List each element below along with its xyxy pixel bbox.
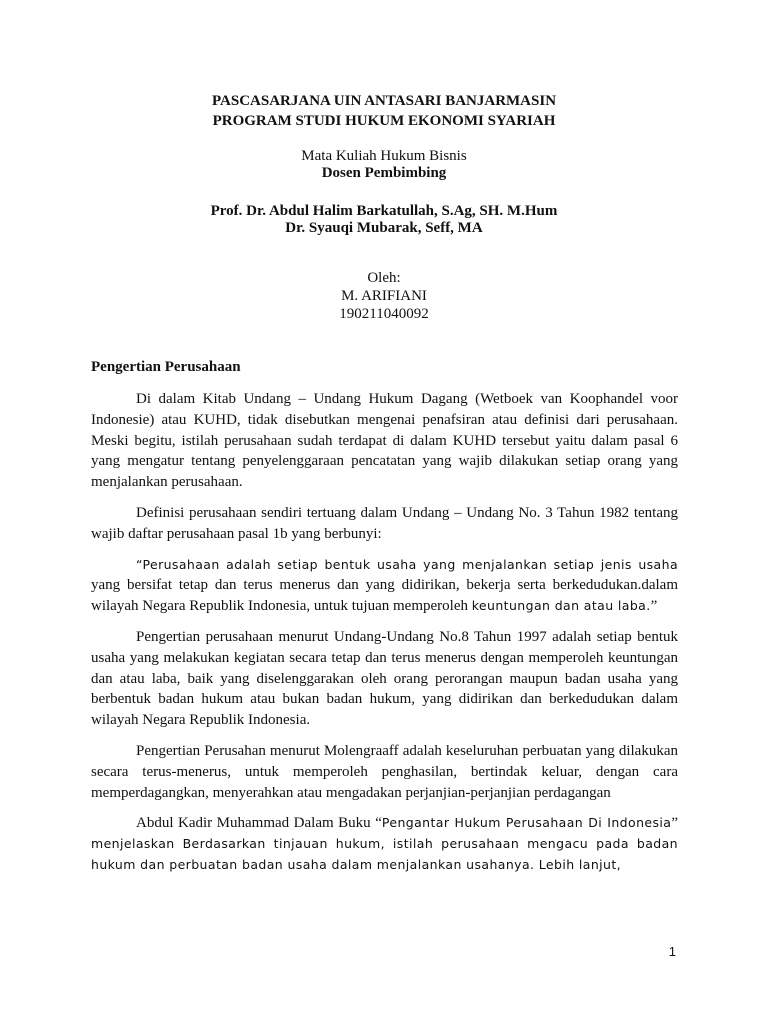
- institution-line-1: PASCASARJANA UIN ANTASARI BANJARMASIN: [211, 93, 557, 109]
- section-title: Pengertian Perusahaan: [91, 359, 241, 375]
- quote-close-mark: ”: [650, 598, 658, 615]
- supervisor-label: Dosen Pembimbing: [321, 165, 447, 181]
- quote-opening: “Perusahaan adalah setiap bentuk usaha yang menjalankan setiap jenis usaha: [136, 556, 678, 572]
- supervisor-2: Dr. Syauqi Mubarak, Seff, MA: [285, 220, 483, 236]
- student-id: 190211040092: [339, 306, 429, 322]
- by-label: Oleh:: [367, 270, 401, 286]
- paragraph-uu-1982: Definisi perusahaan sendiri tertuang dalam Undang – Undang No. 3 Tahun 1982 tentang wajib daftar perusahaan pasal 1b yang berbunyi:: [91, 504, 678, 542]
- book-title: Pengantar Hukum Perusahaan Di Indonesia: [381, 815, 672, 831]
- definition-quote: [91, 555, 678, 617]
- document-body: [91, 357, 678, 886]
- course-name: Mata Kuliah Hukum Bisnis: [301, 148, 467, 164]
- page-number: 1: [668, 944, 676, 959]
- paragraph-abdul-kadir-body: menjelaskan Berdasarkan tinjauan hukum, istilah perusahaan mengacu pada badan hukum dan perbuatan badan usaha dalam menjalankan usahanya. Lebih lanjut,: [91, 836, 678, 872]
- quote-ending: keuntungan dan atau laba.: [471, 598, 651, 614]
- paragraph-kuhd: Di dalam Kitab Undang – Undang Hukum Dagang (Wetboek van Koophandel voor Indonesie) atau KUHD, tidak disebutkan mengenai penafsiran atau definisi dari perusahaan. Meski begitu, istilah perusahaan sudah terdapat di dalam KUHD tersebut yaitu dalam pasal 6 yang mengatur tentang penyelenggaraan pencatatan yang wajib dilakukan setiap orang yang menjalankan perusahaan.: [91, 391, 678, 491]
- institution-line-2: PROGRAM STUDI HUKUM EKONOMI SYARIAH: [212, 113, 556, 129]
- author-name: M. ARIFIANI: [341, 288, 427, 304]
- quote-middle: yang bersifat tetap dan terus menerus dan yang didirikan, bekerja serta berkedudukan.dalam wilayah Negara Republik Indonesia, untuk tujuan memperoleh: [91, 577, 678, 615]
- paragraph-abdul-kadir-intro: Abdul Kadir Muhammad Dalam Buku “: [136, 815, 382, 832]
- paragraph-uu-1997: Pengertian perusahaan menurut Undang-Undang No.8 Tahun 1997 adalah setiap bentuk usaha yang melakukan kegiatan secara tetap dan terus menerus dengan memperoleh keuntungan dan atau laba, baik yang diselenggarakan oleh orang perorangan maupun badan usaha yang berbentuk badan hukum atau bukan badan hukum, yang didirikan dan berkedudukan dalam wilayah Negara Republik Indonesia.: [91, 628, 678, 729]
- paragraph-abdul-kadir: [91, 813, 678, 875]
- paragraph-molengraaff: Pengertian Perusahan menurut Molengraaff adalah keseluruhan perbuatan yang dilakukan secara terus-menerus, untuk memperoleh penghasilan, bertindak keluar, dengan cara memperdagangkan, menyerahkan atau mengadakan perjanjian-perjanjian perdagangan: [91, 742, 678, 801]
- supervisor-1: Prof. Dr. Abdul Halim Barkatullah, S.Ag, SH. M.Hum: [210, 203, 558, 219]
- paragraph-abdul-kadir-quote-close: ”: [671, 815, 678, 832]
